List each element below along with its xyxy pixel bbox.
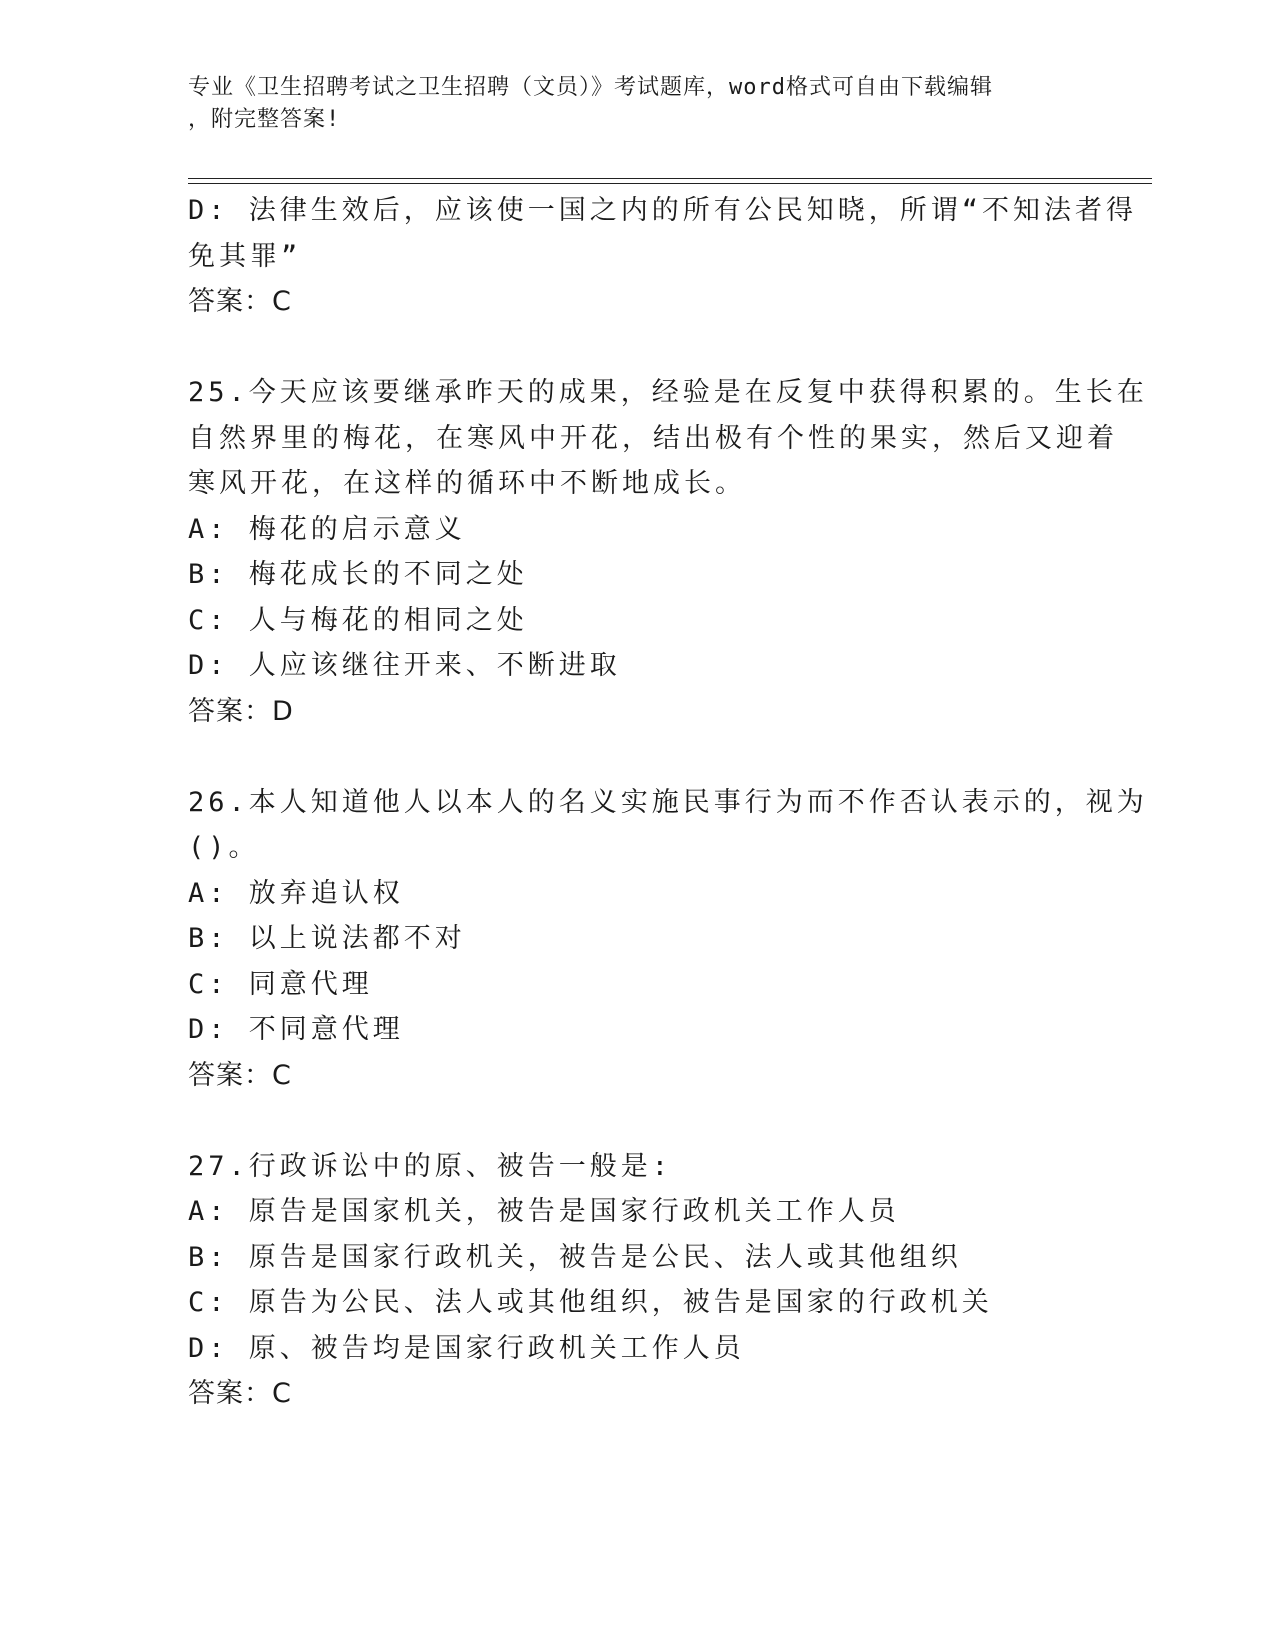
header-rule-bottom	[188, 183, 1152, 184]
option-a: A: 放弃追认权	[188, 877, 404, 909]
header-line-2: ，附完整答案!	[188, 107, 341, 132]
document-header	[188, 72, 1088, 136]
option-d: D: 法律生效后，应该使一国之内的所有公民知晓，所谓“不知法者得	[188, 195, 1138, 226]
option-b: B: 梅花成长的不同之处	[188, 559, 528, 590]
option-c: C: 原告为公民、法人或其他组织，被告是国家的行政机关	[188, 1287, 993, 1318]
option-b: B: 原告是国家行政机关，被告是公民、法人或其他组织	[188, 1241, 962, 1273]
question-stem-continued: ()。	[188, 832, 260, 863]
option-d: D: 人应该继往开来、不断进取	[188, 650, 621, 681]
spacer	[188, 734, 1088, 780]
answer: 答案：C	[188, 1059, 292, 1091]
question-stem: 26.本人知道他人以本人的名义实施民事行为而不作否认表示的，视为	[188, 786, 1148, 818]
question-list	[188, 188, 1148, 1417]
question-block-25	[188, 370, 1148, 734]
header-rule-top	[188, 178, 1152, 179]
question-stem: 27.行政诉讼中的原、被告一般是:	[188, 1150, 673, 1182]
option-a: A: 原告是国家机关，被告是国家行政机关工作人员	[188, 1196, 900, 1227]
option-d: D: 原、被告均是国家行政机关工作人员	[188, 1332, 745, 1364]
spacer	[188, 325, 1088, 371]
question-block-26	[188, 780, 1148, 1099]
answer: 答案：C	[188, 286, 292, 317]
question-block-prev	[188, 188, 1138, 325]
option-c: C: 同意代理	[188, 968, 373, 1000]
option-b: B: 以上说法都不对	[188, 923, 466, 954]
header-line-1: 专业《卫生招聘考试之卫生招聘（文员）》考试题库，word格式可自由下载编辑	[188, 75, 993, 100]
option-c: C: 人与梅花的相同之处	[188, 604, 528, 636]
answer: 答案：D	[188, 695, 294, 727]
spacer	[188, 1098, 1088, 1144]
answer: 答案：C	[188, 1378, 292, 1409]
option-a: A: 梅花的启示意义	[188, 513, 466, 545]
option-d-continued: 免其罪”	[188, 240, 302, 272]
question-stem-continued: 自然界里的梅花，在寒风中开花，结出极有个性的果实，然后又迎着	[188, 422, 1118, 454]
question-stem-continued: 寒风开花，在这样的循环中不断地成长。	[188, 468, 746, 499]
option-d: D: 不同意代理	[188, 1014, 404, 1045]
question-block-27	[188, 1144, 1088, 1417]
question-stem: 25.今天应该要继承昨天的成果，经验是在反复中获得积累的。生长在	[188, 377, 1148, 408]
